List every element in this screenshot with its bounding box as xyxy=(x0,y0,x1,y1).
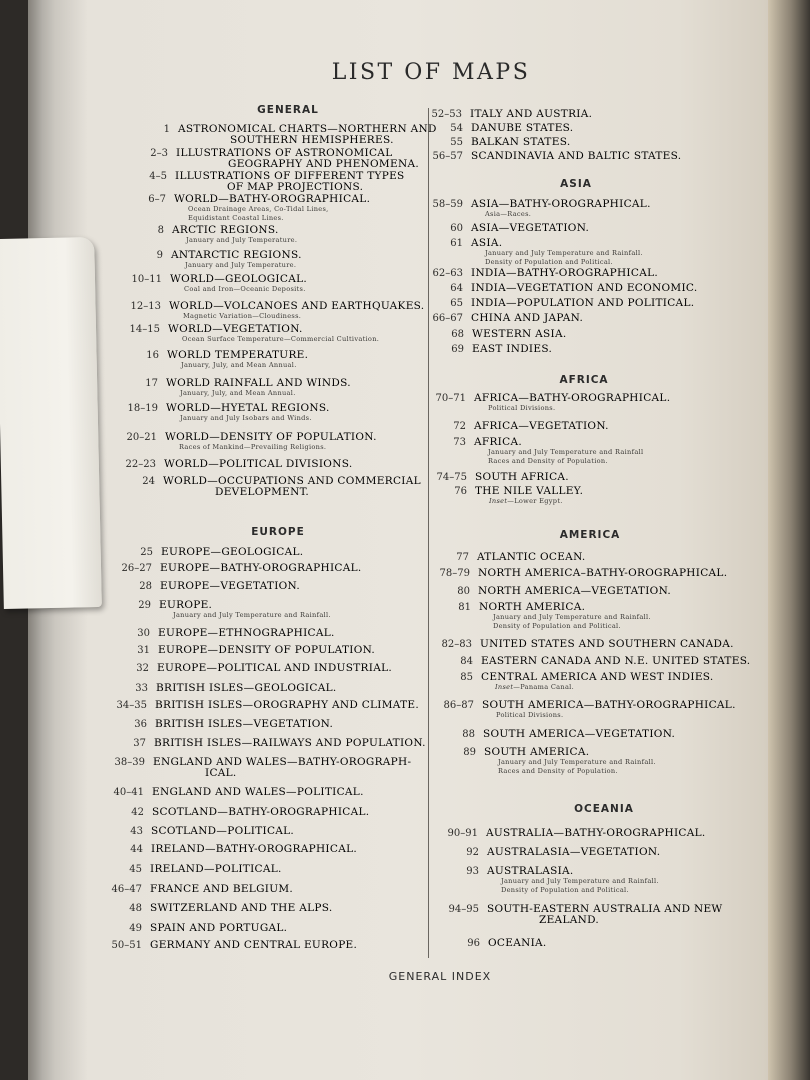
map-title-continuation: ICAL. xyxy=(205,767,237,779)
map-title: ANTARCTIC REGIONS. xyxy=(171,249,302,261)
map-title: AUSTRALIA—BATHY-OROGRAPHICAL. xyxy=(486,827,706,839)
section-heading-africa: AFRICA xyxy=(559,374,609,386)
map-number: 10–11 xyxy=(131,274,162,285)
map-title: IRELAND—BATHY-OROGRAPHICAL. xyxy=(151,843,357,855)
map-title: SCOTLAND—BATHY-OROGRAPHICAL. xyxy=(152,806,370,818)
map-number: 32 xyxy=(136,663,149,674)
map-number: 73 xyxy=(453,437,466,448)
map-number: 44 xyxy=(130,844,143,855)
map-number: 37 xyxy=(133,738,146,749)
map-title: SWITZERLAND AND THE ALPS. xyxy=(150,902,333,914)
map-title-continuation: GEOGRAPHY AND PHENOMENA. xyxy=(228,158,419,170)
map-number: 54 xyxy=(450,123,463,134)
map-title: SOUTH AMERICA—VEGETATION. xyxy=(483,728,676,740)
page-title: LIST OF MAPS xyxy=(331,60,531,85)
map-number: 58–59 xyxy=(432,199,463,210)
map-title: INDIA—VEGETATION AND ECONOMIC. xyxy=(471,282,698,294)
map-title: WORLD TEMPERATURE. xyxy=(167,349,309,361)
map-number: 85 xyxy=(460,672,473,683)
map-number: 14–15 xyxy=(129,324,160,335)
map-title: BRITISH ISLES—VEGETATION. xyxy=(155,718,334,730)
map-number: 66–67 xyxy=(432,313,463,324)
map-title: EUROPE—BATHY-OROGRAPHICAL. xyxy=(160,562,362,574)
map-number: 6–7 xyxy=(148,194,166,205)
map-title: WORLD RAINFALL AND WINDS. xyxy=(166,377,351,389)
map-number: 38–39 xyxy=(114,757,145,768)
map-number: 36 xyxy=(134,719,147,730)
map-title: ENGLAND AND WALES—POLITICAL. xyxy=(152,786,364,798)
map-title: ASIA—BATHY-OROGRAPHICAL. xyxy=(471,198,651,210)
map-number: 33 xyxy=(135,683,148,694)
map-number: 49 xyxy=(129,923,142,934)
map-title: FRANCE AND BELGIUM. xyxy=(150,883,294,895)
map-number: 74–75 xyxy=(436,472,467,483)
map-subtitle: Magnetic Variation—Cloudiness. xyxy=(183,312,302,320)
map-title: WORLD—POLITICAL DIVISIONS. xyxy=(164,458,353,470)
map-title: DANUBE STATES. xyxy=(471,122,574,134)
map-subtitle: Ocean Drainage Areas, Co-Tidal Lines, xyxy=(188,205,329,213)
map-title: ASTRONOMICAL CHARTS—NORTHERN AND xyxy=(178,123,437,135)
map-number: 81 xyxy=(458,602,471,613)
map-title: CHINA AND JAPAN. xyxy=(471,312,584,324)
map-number: 24 xyxy=(142,476,155,487)
map-title: NORTH AMERICA—VEGETATION. xyxy=(478,585,672,597)
map-number: 72 xyxy=(453,421,466,432)
map-title: ILLUSTRATIONS OF DIFFERENT TYPES xyxy=(175,170,405,182)
map-title-continuation: SOUTHERN HEMISPHERES. xyxy=(230,134,394,146)
map-title-continuation: DEVELOPMENT. xyxy=(215,486,309,498)
map-subtitle: January and July Temperature. xyxy=(186,236,298,244)
map-number: 26–27 xyxy=(121,563,152,574)
map-title: CENTRAL AMERICA AND WEST INDIES. xyxy=(481,671,714,683)
map-subtitle: Density of Population and Political. xyxy=(485,257,613,266)
map-number: 20–21 xyxy=(126,432,157,443)
map-subtitle: Density of Population and Political. xyxy=(493,621,621,630)
section-heading-general: GENERAL xyxy=(257,104,319,116)
map-title: ITALY AND AUSTRIA. xyxy=(470,108,593,120)
map-title: EUROPE. xyxy=(159,599,213,611)
map-number: 70–71 xyxy=(435,393,466,404)
map-number: 34–35 xyxy=(116,700,147,711)
map-subtitle: Races of Mankind—Prevailing Religions. xyxy=(179,443,327,451)
paper-slip xyxy=(0,237,102,609)
page-edge xyxy=(768,0,810,1080)
map-title: AUSTRALASIA. xyxy=(487,865,574,877)
map-title: EASTERN CANADA AND N.E. UNITED STATES. xyxy=(481,655,751,667)
map-number: 82–83 xyxy=(441,639,472,650)
map-title: ASIA—VEGETATION. xyxy=(471,222,590,234)
map-title: WORLD—BATHY-OROGRAPHICAL. xyxy=(174,193,371,205)
map-number: 2–3 xyxy=(150,148,168,159)
map-subtitle: Density of Population and Political. xyxy=(501,885,629,894)
map-subtitle: Ocean Surface Temperature—Commercial Cultivation. xyxy=(182,335,380,343)
map-subtitle: January, July, and Mean Annual. xyxy=(180,389,296,397)
map-subtitle: Inset—Panama Canal. xyxy=(495,683,574,691)
map-number: 69 xyxy=(451,344,464,355)
map-title: EAST INDIES. xyxy=(472,343,553,355)
map-title: BRITISH ISLES—OROGRAPHY AND CLIMATE. xyxy=(155,699,420,711)
map-number: 93 xyxy=(466,866,479,877)
map-title: SOUTH AMERICA. xyxy=(484,746,590,758)
map-title: EUROPE—GEOLOGICAL. xyxy=(161,546,304,558)
map-title: AFRICA—VEGETATION. xyxy=(474,420,609,432)
map-number: 60 xyxy=(450,223,463,234)
map-number: 40–41 xyxy=(113,787,144,798)
map-number: 17 xyxy=(145,378,158,389)
map-number: 50–51 xyxy=(111,940,142,951)
map-number: 52–53 xyxy=(431,109,462,120)
map-number: 16 xyxy=(146,350,159,361)
map-title: THE NILE VALLEY. xyxy=(475,485,584,497)
map-number: 31 xyxy=(137,645,150,656)
map-title: EUROPE—ETHNOGRAPHICAL. xyxy=(158,627,335,639)
map-number: 56–57 xyxy=(432,151,463,162)
map-number: 62–63 xyxy=(432,268,463,279)
map-title: ARCTIC REGIONS. xyxy=(172,224,279,236)
map-subtitle: Inset—Lower Egypt. xyxy=(489,497,563,505)
map-subtitle: Political Divisions. xyxy=(496,711,564,719)
footer-general-index: GENERAL INDEX xyxy=(388,970,492,983)
map-number: 80 xyxy=(457,586,470,597)
map-title: WORLD—OCCUPATIONS AND COMMERCIAL xyxy=(163,475,421,487)
map-title: WORLD—VEGETATION. xyxy=(168,323,303,335)
section-heading-oceania: OCEANIA xyxy=(574,803,634,815)
map-number: 78–79 xyxy=(439,568,470,579)
map-title: EUROPE—DENSITY OF POPULATION. xyxy=(158,644,376,656)
map-number: 45 xyxy=(129,864,142,875)
map-title: INDIA—POPULATION AND POLITICAL. xyxy=(471,297,695,309)
map-title: BALKAN STATES. xyxy=(471,136,571,148)
map-title: EUROPE—VEGETATION. xyxy=(160,580,301,592)
map-number: 94–95 xyxy=(448,904,479,915)
map-number: 64 xyxy=(450,283,463,294)
map-subtitle: Political Divisions. xyxy=(488,404,556,412)
map-title: ILLUSTRATIONS OF ASTRONOMICAL xyxy=(176,147,393,159)
map-subtitle: January and July Temperature. xyxy=(185,261,297,269)
map-number: 28 xyxy=(139,581,152,592)
map-title: SOUTH-EASTERN AUSTRALIA AND NEW xyxy=(487,903,723,915)
map-number: 76 xyxy=(454,486,467,497)
map-title: ASIA. xyxy=(471,237,503,249)
map-title: BRITISH ISLES—RAILWAYS AND POPULATION. xyxy=(154,737,426,749)
map-title: WORLD—VOLCANOES AND EARTHQUAKES. xyxy=(169,300,425,312)
map-subtitle: January, July, and Mean Annual. xyxy=(181,361,297,369)
map-title: SCOTLAND—POLITICAL. xyxy=(151,825,295,837)
map-title: SOUTH AFRICA. xyxy=(475,471,569,483)
map-subtitle: January and July Temperature and Rainfall xyxy=(488,448,644,456)
map-title: IRELAND—POLITICAL. xyxy=(150,863,282,875)
map-title: BRITISH ISLES—GEOLOGICAL. xyxy=(156,682,337,694)
book-page xyxy=(28,0,810,1080)
map-title: SOUTH AMERICA—BATHY-OROGRAPHICAL. xyxy=(482,699,736,711)
map-title: SCANDINAVIA AND BALTIC STATES. xyxy=(471,150,682,162)
map-subtitle: Asia—Races. xyxy=(485,210,532,218)
map-number: 30 xyxy=(137,628,150,639)
map-subtitle: Coal and Iron—Oceanic Deposits. xyxy=(184,285,306,293)
map-number: 29 xyxy=(138,600,151,611)
map-title: EUROPE—POLITICAL AND INDUSTRIAL. xyxy=(157,662,393,674)
section-heading-asia: ASIA xyxy=(560,178,592,190)
map-number: 1 xyxy=(163,124,170,135)
map-title: AFRICA. xyxy=(474,436,522,448)
map-number: 25 xyxy=(140,547,153,558)
map-number: 88 xyxy=(462,729,475,740)
map-title: WORLD—HYETAL REGIONS. xyxy=(166,402,330,414)
map-number: 89 xyxy=(463,747,476,758)
map-subtitle: January and July Isobars and Winds. xyxy=(180,414,312,422)
map-subtitle: Races and Density of Population. xyxy=(498,766,618,775)
map-title: WORLD—DENSITY OF POPULATION. xyxy=(165,431,377,443)
map-number: 22–23 xyxy=(125,459,156,470)
map-number: 55 xyxy=(450,137,463,148)
map-number: 48 xyxy=(129,903,142,914)
map-number: 42 xyxy=(131,807,144,818)
map-title: INDIA—BATHY-OROGRAPHICAL. xyxy=(471,267,658,279)
column-divider xyxy=(428,108,429,958)
map-number: 90–91 xyxy=(447,828,478,839)
map-title: OCEANIA. xyxy=(488,937,547,949)
section-heading-europe: EUROPE xyxy=(251,526,305,538)
map-number: 61 xyxy=(450,238,463,249)
map-subtitle: January and July Temperature and Rainfall. xyxy=(173,611,331,619)
map-number: 84 xyxy=(460,656,473,667)
map-subtitle: January and July Temperature and Rainfall. xyxy=(493,613,651,621)
map-number: 9 xyxy=(156,250,163,261)
map-number: 12–13 xyxy=(130,301,161,312)
map-title: AUSTRALASIA—VEGETATION. xyxy=(487,846,661,858)
map-title: UNITED STATES AND SOUTHERN CANADA. xyxy=(480,638,734,650)
map-title-continuation: ZEALAND. xyxy=(539,914,600,926)
map-subtitle: January and July Temperature and Rainfall. xyxy=(501,877,659,885)
map-title-continuation: OF MAP PROJECTIONS. xyxy=(227,181,364,193)
map-number: 86–87 xyxy=(443,700,474,711)
map-number: 46–47 xyxy=(111,884,142,895)
map-number: 77 xyxy=(456,552,469,563)
map-number: 8 xyxy=(157,225,164,236)
map-subtitle: January and July Temperature and Rainfall. xyxy=(485,249,643,257)
map-number: 65 xyxy=(450,298,463,309)
map-number: 96 xyxy=(467,938,480,949)
map-subtitle: Equidistant Coastal Lines. xyxy=(188,213,284,222)
map-title: GERMANY AND CENTRAL EUROPE. xyxy=(150,939,358,951)
map-title: ENGLAND AND WALES—BATHY-OROGRAPH- xyxy=(153,756,412,768)
map-subtitle: January and July Temperature and Rainfall. xyxy=(498,758,656,766)
map-number: 18–19 xyxy=(127,403,158,414)
map-title: NORTH AMERICA–BATHY-OROGRAPHICAL. xyxy=(478,567,728,579)
map-title: SPAIN AND PORTUGAL. xyxy=(150,922,288,934)
map-title: WESTERN ASIA. xyxy=(472,328,567,340)
map-title: WORLD—GEOLOGICAL. xyxy=(170,273,308,285)
map-number: 68 xyxy=(451,329,464,340)
map-title: AFRICA—BATHY-OROGRAPHICAL. xyxy=(474,392,671,404)
map-subtitle: Races and Density of Population. xyxy=(488,456,608,465)
map-title: ATLANTIC OCEAN. xyxy=(477,551,586,563)
map-number: 4–5 xyxy=(149,171,167,182)
section-heading-america: AMERICA xyxy=(559,529,621,541)
map-number: 43 xyxy=(130,826,143,837)
map-number: 92 xyxy=(466,847,479,858)
map-title: NORTH AMERICA. xyxy=(479,601,586,613)
